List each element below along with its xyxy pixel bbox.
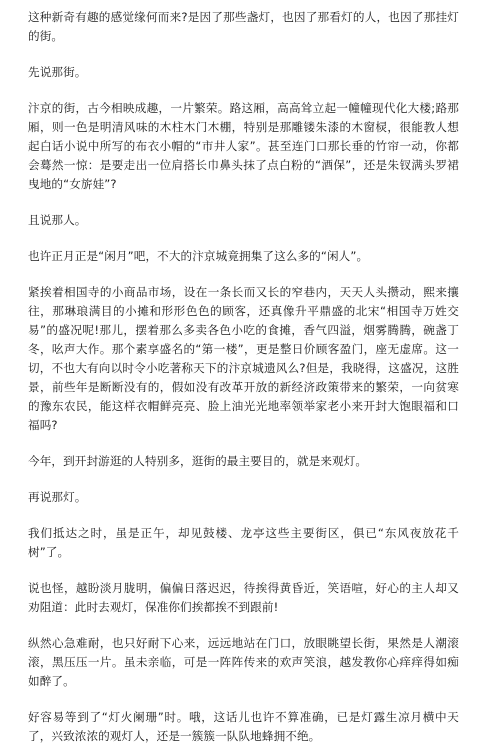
paragraph-late-night: 好容易等到了“灯火阑珊”时。哦，这话儿也许不算准确，已是灯露生凉月横中天了，兴致浓浓的观灯人，还是一簇簇一队队地蜂拥不绝。 [28,710,459,743]
paragraph-lamps-heading: 再说那灯。 [28,490,87,504]
paragraph-idle-month: 也许正月正是“闲月”吧，不大的汴京城竟拥集了这么多的“闲人”。 [28,249,369,263]
paragraph-visitors: 今年，到开封游逛的人特别多，逛街的最主要目的，就是来观灯。 [28,454,368,468]
paragraph-people-heading: 且说那人。 [28,213,87,227]
paragraph-arrival: 我们抵达之时，虽是正午，却见鼓楼、龙亭这些主要街区，俱已“东风夜放花千树”了。 [28,526,459,559]
paragraph-street-heading: 先说那街。 [28,65,87,79]
paragraph-market: 紧挨着相国寺的小商品市场，设在一条长而又长的窄巷内，天天人头攒动，熙来攘往，那琳琅满目的小摊和形形色色的顾客，还真像升平鼎盛的北宋“相国寺万姓交易”的盛况呢!那儿，摆着那么多卖各色小吃的食摊，香气四溢，烟雾腾腾，碗盏丁冬，吆声大作。那个素享盛名的“第一楼”，更是整日价顾客盈门，座无虚席。这一切，不也大有向以时令小吃著称天下的汴京城遗风么?但是，我晓得，这盛况，这胜景，前些年是断断没有的，假如没有改革开放的新经济政策带来的繁荣，一向贫寒的豫东农民，能这样衣帽鲜亮亮、脸上油光光地率领举家老小来开封大饱眼福和口福吗? [28,285,459,432]
paragraph-crowd: 纵然心急难耐，也只好耐下心来，远远地站在门口，放眼眺望长街，果然是人潮滚滚，黑压压一片。虽未亲临，可是一阵阵传来的欢声笑浪，越发教你心痒痒得如痴如醉了。 [28,636,459,688]
paragraph-waiting: 说也怪，越盼淡月胧明，偏偏日落迟迟，待挨得黄昏近，笑语喧，好心的主人却又劝阻道：此时去观灯，保准你们挨都挨不到跟前! [28,581,459,614]
paragraph-street-description: 汴京的街，古今相映成趣，一片繁荣。路这厢，高高耸立起一幢幢现代化大楼;路那厢，则一色是明清风味的木柱木门木棚，特别是那雕镂朱漆的木窗棂，很能教人想起白话小说中所写的布衣小帽的“市井人家”。甚至连门口那长垂的竹帘一动，你都会蓦然一惊：是要走出一位肩搭长巾鼻头抹了点白粉的“酒保”，还是朱钗满头罗裙曳地的“女旂娃”? [28,101,459,191]
paragraph-intro: 这种新奇有趣的感觉缘何而来?是因了那些盏灯，也因了那看灯的人，也因了那挂灯的街。 [28,10,459,43]
